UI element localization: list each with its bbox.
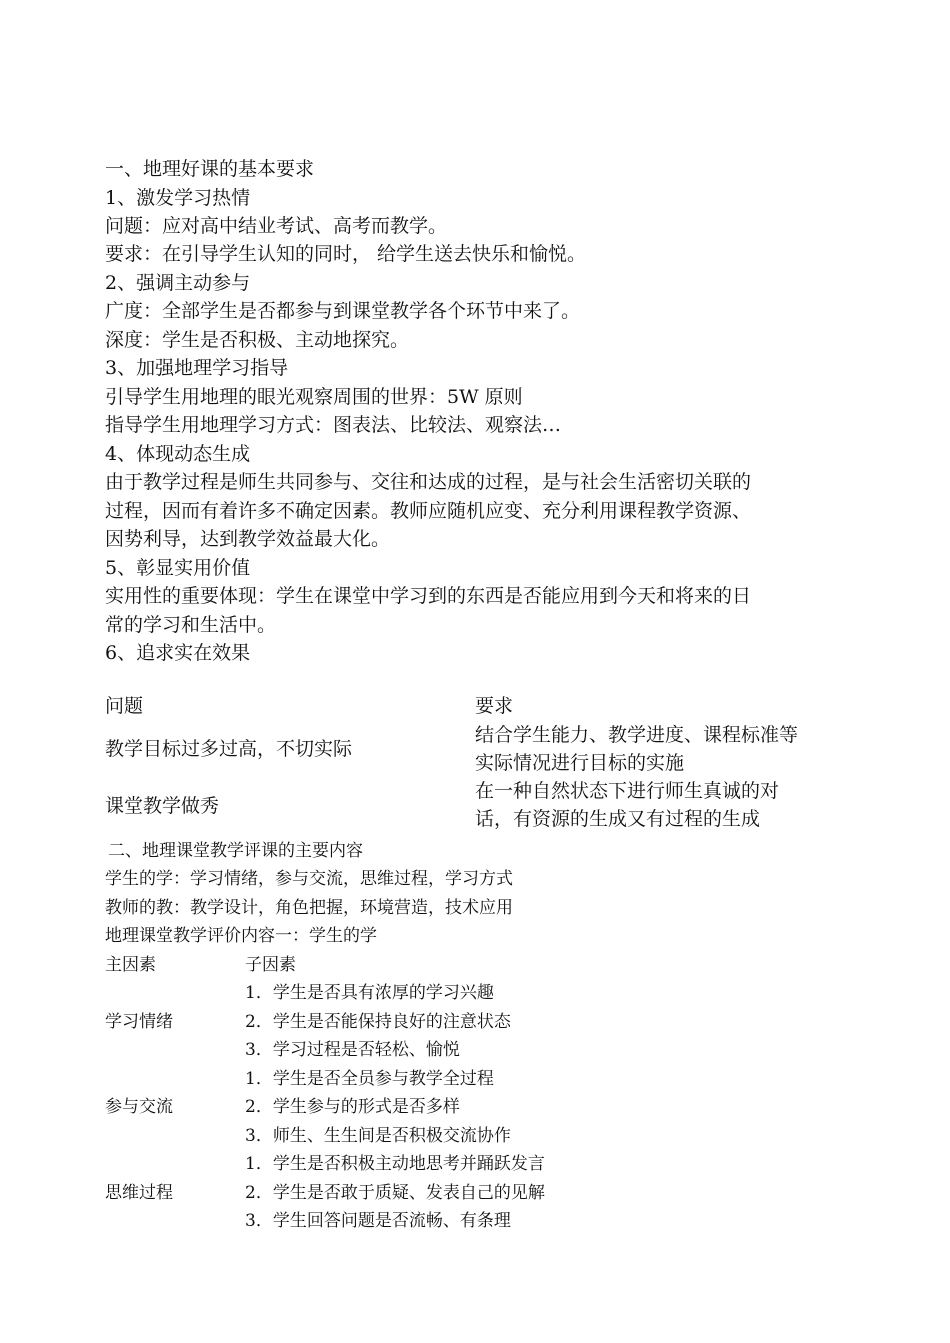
item5-line2: 常的学习和生活中。: [105, 614, 277, 636]
section2-line1: 学生的学：学习情绪，参与交流，思维过程，学习方式: [105, 869, 513, 889]
problem-table-header-requirement: 要求: [475, 695, 514, 717]
item3-title: 3、加强地理学习指导: [105, 357, 289, 379]
factor-group2-sub2: 2．学生参与的形式是否多样: [245, 1097, 460, 1117]
factor-group3-sub1: 1．学生是否积极主动地思考并踊跃发言: [245, 1154, 545, 1174]
problem-table-row2-req-line2: 话，有资源的生成又有过程的生成: [475, 808, 761, 830]
item1-line1: 问题：应对高中结业考试、高考而教学。: [105, 215, 448, 237]
item5-line1: 实用性的重要体现：学生在课堂中学习到的东西是否能应用到今天和将来的日: [105, 585, 752, 607]
problem-table-row1-problem: 教学目标过多过高，不切实际: [105, 738, 353, 760]
item4-line2: 过程，因而有着许多不确定因素。教师应随机应变、充分利用课程教学资源、: [105, 500, 752, 522]
item6-title: 6、追求实在效果: [105, 642, 251, 664]
item5-title: 5、彰显实用价值: [105, 557, 251, 579]
factor-group2-sub3: 3．师生、生生间是否积极交流协作: [245, 1126, 511, 1146]
problem-table-row1-req-line2: 实际情况进行目标的实施: [475, 752, 685, 774]
item2-line1: 广度：全部学生是否都参与到课堂教学各个环节中来了。: [105, 300, 581, 322]
item1-title: 1、激发学习热情: [105, 187, 251, 209]
factor-group2-main: 参与交流: [105, 1097, 173, 1117]
item3-line2: 指导学生用地理学习方式：图表法、比较法、观察法…: [105, 414, 562, 436]
factor-group3-sub3: 3．学生回答问题是否流畅、有条理: [245, 1211, 511, 1231]
item3-line1: 引导学生用地理的眼光观察周围的世界：5W 原则: [105, 386, 523, 408]
problem-table-row1-req-line1: 结合学生能力、教学进度、课程标准等: [475, 724, 799, 746]
problem-table-header-problem: 问题: [105, 695, 144, 717]
item2-line2: 深度：学生是否积极、主动地探究。: [105, 329, 410, 351]
section2-line3: 地理课堂教学评价内容一：学生的学: [105, 926, 377, 946]
factor-group1-main: 学习情绪: [105, 1012, 173, 1032]
factor-group1-sub3: 3．学习过程是否轻松、愉悦: [245, 1040, 460, 1060]
factor-group3-main: 思维过程: [105, 1183, 173, 1203]
factor-table-header-sub: 子因素: [245, 955, 296, 975]
item4-line1: 由于教学过程是师生共同参与、交往和达成的过程，是与社会生活密切关联的: [105, 471, 752, 493]
factor-group2-sub1: 1．学生是否全员参与教学全过程: [245, 1069, 494, 1089]
section1-heading: 一、地理好课的基本要求: [105, 158, 315, 180]
item1-line2: 要求：在引导学生认知的同时， 给学生送去快乐和愉悦。: [105, 243, 587, 265]
factor-group3-sub2: 2．学生是否敢于质疑、发表自己的见解: [245, 1183, 545, 1203]
item2-title: 2、强调主动参与: [105, 272, 251, 294]
problem-table-row2-req-line1: 在一种自然状态下进行师生真诚的对: [475, 780, 780, 802]
problem-table-row2-problem: 课堂教学做秀: [105, 795, 220, 817]
factor-group1-sub1: 1．学生是否具有浓厚的学习兴趣: [245, 983, 494, 1003]
item4-title: 4、体现动态生成: [105, 443, 251, 465]
item4-line3: 因势利导，达到教学效益最大化。: [105, 528, 391, 550]
section2-heading: 二、地理课堂教学评课的主要内容: [108, 841, 363, 861]
factor-group1-sub2: 2．学生是否能保持良好的注意状态: [245, 1012, 511, 1032]
section2-line2: 教师的教：教学设计，角色把握，环境营造，技术应用: [105, 898, 513, 918]
factor-table-header-main: 主因素: [105, 955, 156, 975]
